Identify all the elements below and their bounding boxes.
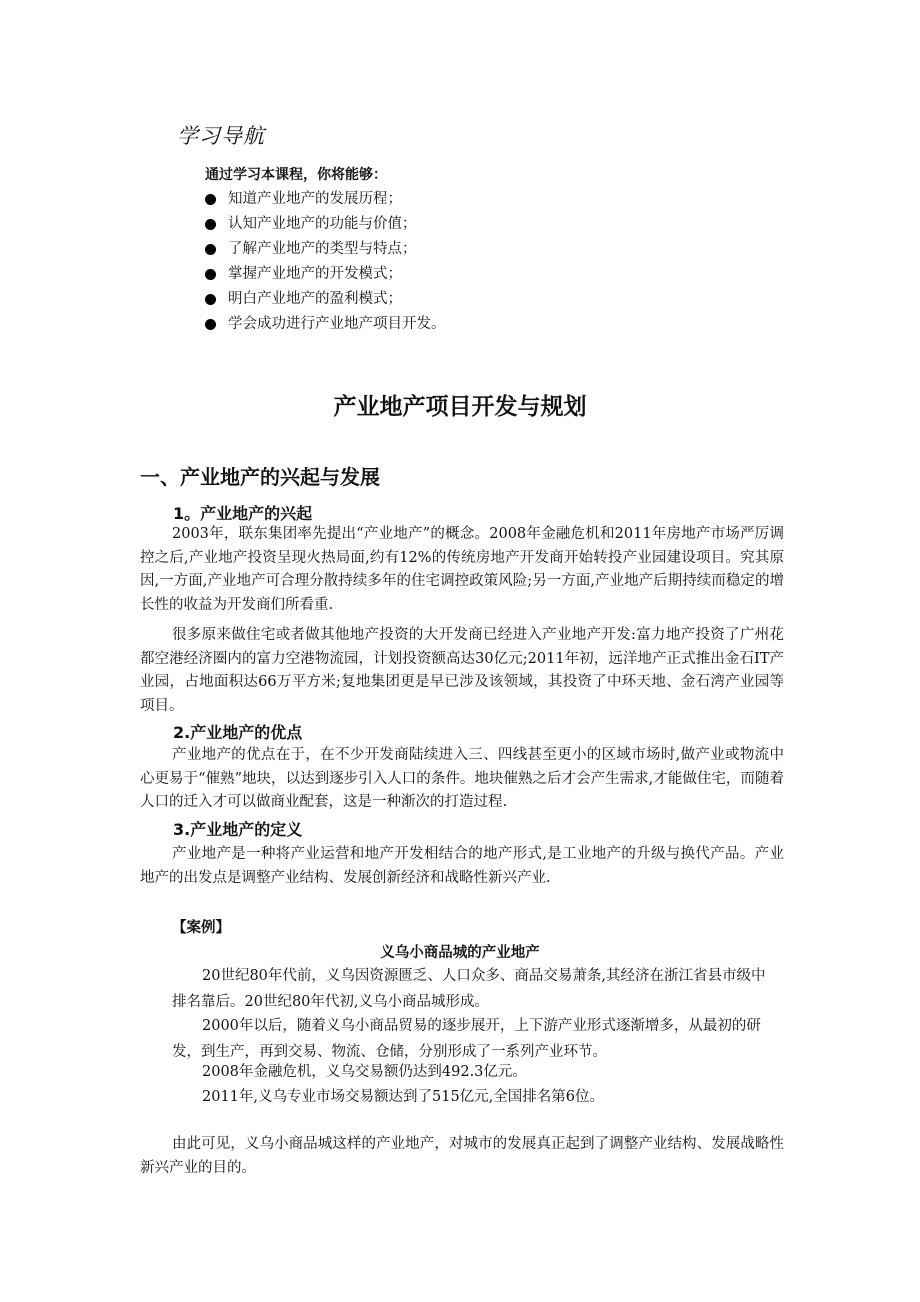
bullet-icon [205, 219, 216, 230]
case-paragraph: 2000年以后，随着义乌小商品贸易的逐步展开，上下游产业形式逐渐增多，从最初的研发，到生产，再到交易、物流、仓储，分别形成了一系列产业环节。 [172, 1018, 761, 1060]
list-item [205, 237, 446, 262]
list-item-text: 学会成功进行产业地产项目开发。 [228, 316, 446, 332]
list-item-text: 知道产业地产的发展历程； [228, 191, 402, 207]
paragraph-advantages: 产业地产的优点在于，在不少开发商陆续进入三、四线甚至更小的区域市场时,做产业或物流中心更易于“催熟”地块，以达到逐步引入人口的条件。地块催熟之后才会产生需求,才能做住宅，而随着人口的迁入才可以做商业配套，这是一种渐次的打造过程. [140, 747, 784, 810]
list-item [205, 212, 446, 237]
subsection-heading-definition: 3.产业地产的定义 [173, 820, 303, 839]
bullet-icon [205, 269, 216, 280]
document-title: 产业地产项目开发与规划 [333, 394, 587, 420]
list-item [205, 312, 446, 337]
learning-guide-intro: 通过学习本课程，你将能够： [205, 167, 387, 183]
case-title: 义乌小商品城的产业地产 [380, 944, 540, 961]
bullet-icon [205, 294, 216, 305]
list-item-text: 掌握产业地产的开发模式； [228, 266, 402, 282]
case-paragraph: 2011年,义乌专业市场交易额达到了515亿元,全国排名第6位。 [202, 1089, 605, 1105]
learning-guide-title: 学习导航 [177, 124, 265, 148]
bullet-icon [205, 244, 216, 255]
paragraph-rise-1: 2003年，联东集团率先提出“产业地产”的概念。2008年金融危机和2011年房地产市场严厉调控之后,产业地产投资呈现火热局面,约有12%的传统房地产开发商开始转投产业园建设项目。究其原因,一方面,产业地产可合理分散持续多年的住宅调控政策风险;另一方面,产业地产后期持续而稳定的增长性的收益为开发商们所看重. [140, 526, 784, 613]
list-item-text: 明白产业地产的盈利模式； [228, 291, 402, 307]
list-item [205, 287, 446, 312]
list-item [205, 262, 446, 287]
paragraph-definition: 产业地产是一种将产业运营和地产开发相结合的地产形式,是工业地产的升级与换代产品。产业地产的出发点是调整产业结构、发展创新经济和战略性新兴产业. [140, 846, 784, 886]
learning-goals-list [205, 187, 446, 337]
list-item [205, 187, 446, 212]
case-label: 【案例】 [172, 919, 230, 936]
case-paragraph: 20世纪80年代前，义乌因资源匮乏、人口众多、商品交易萧条,其经济在浙江省县市级中排名靠后。20世纪80年代初,义乌小商品城形成。 [172, 968, 766, 1010]
bullet-icon [205, 319, 216, 330]
paragraph-rise-2: 很多原来做住宅或者做其他地产投资的大开发商已经进入产业地产开发:富力地产投资了广州花都空港经济圈内的富力空港物流园，计划投资额高达30亿元;2011年初，远洋地产正式推出金石IT产业园，占地面积达66万平方米;复地集团更是早已涉及该领域，其投资了中环天地、金石湾产业园等项目。 [140, 627, 784, 714]
subsection-heading-advantages: 2.产业地产的优点 [173, 723, 303, 742]
conclusion-paragraph: 由此可见，义乌小商品城这样的产业地产，对城市的发展真正起到了调整产业结构、发展战略性新兴产业的目的。 [140, 1136, 784, 1176]
list-item-text: 认知产业地产的功能与价值； [228, 216, 417, 232]
list-item-text: 了解产业地产的类型与特点； [228, 241, 417, 257]
subsection-heading-rise: 1。产业地产的兴起 [173, 504, 313, 523]
bullet-icon [205, 194, 216, 205]
section-heading: 一、产业地产的兴起与发展 [140, 465, 380, 489]
case-paragraph: 2008年金融危机，义乌交易额仍达到492.3亿元。 [202, 1064, 527, 1080]
